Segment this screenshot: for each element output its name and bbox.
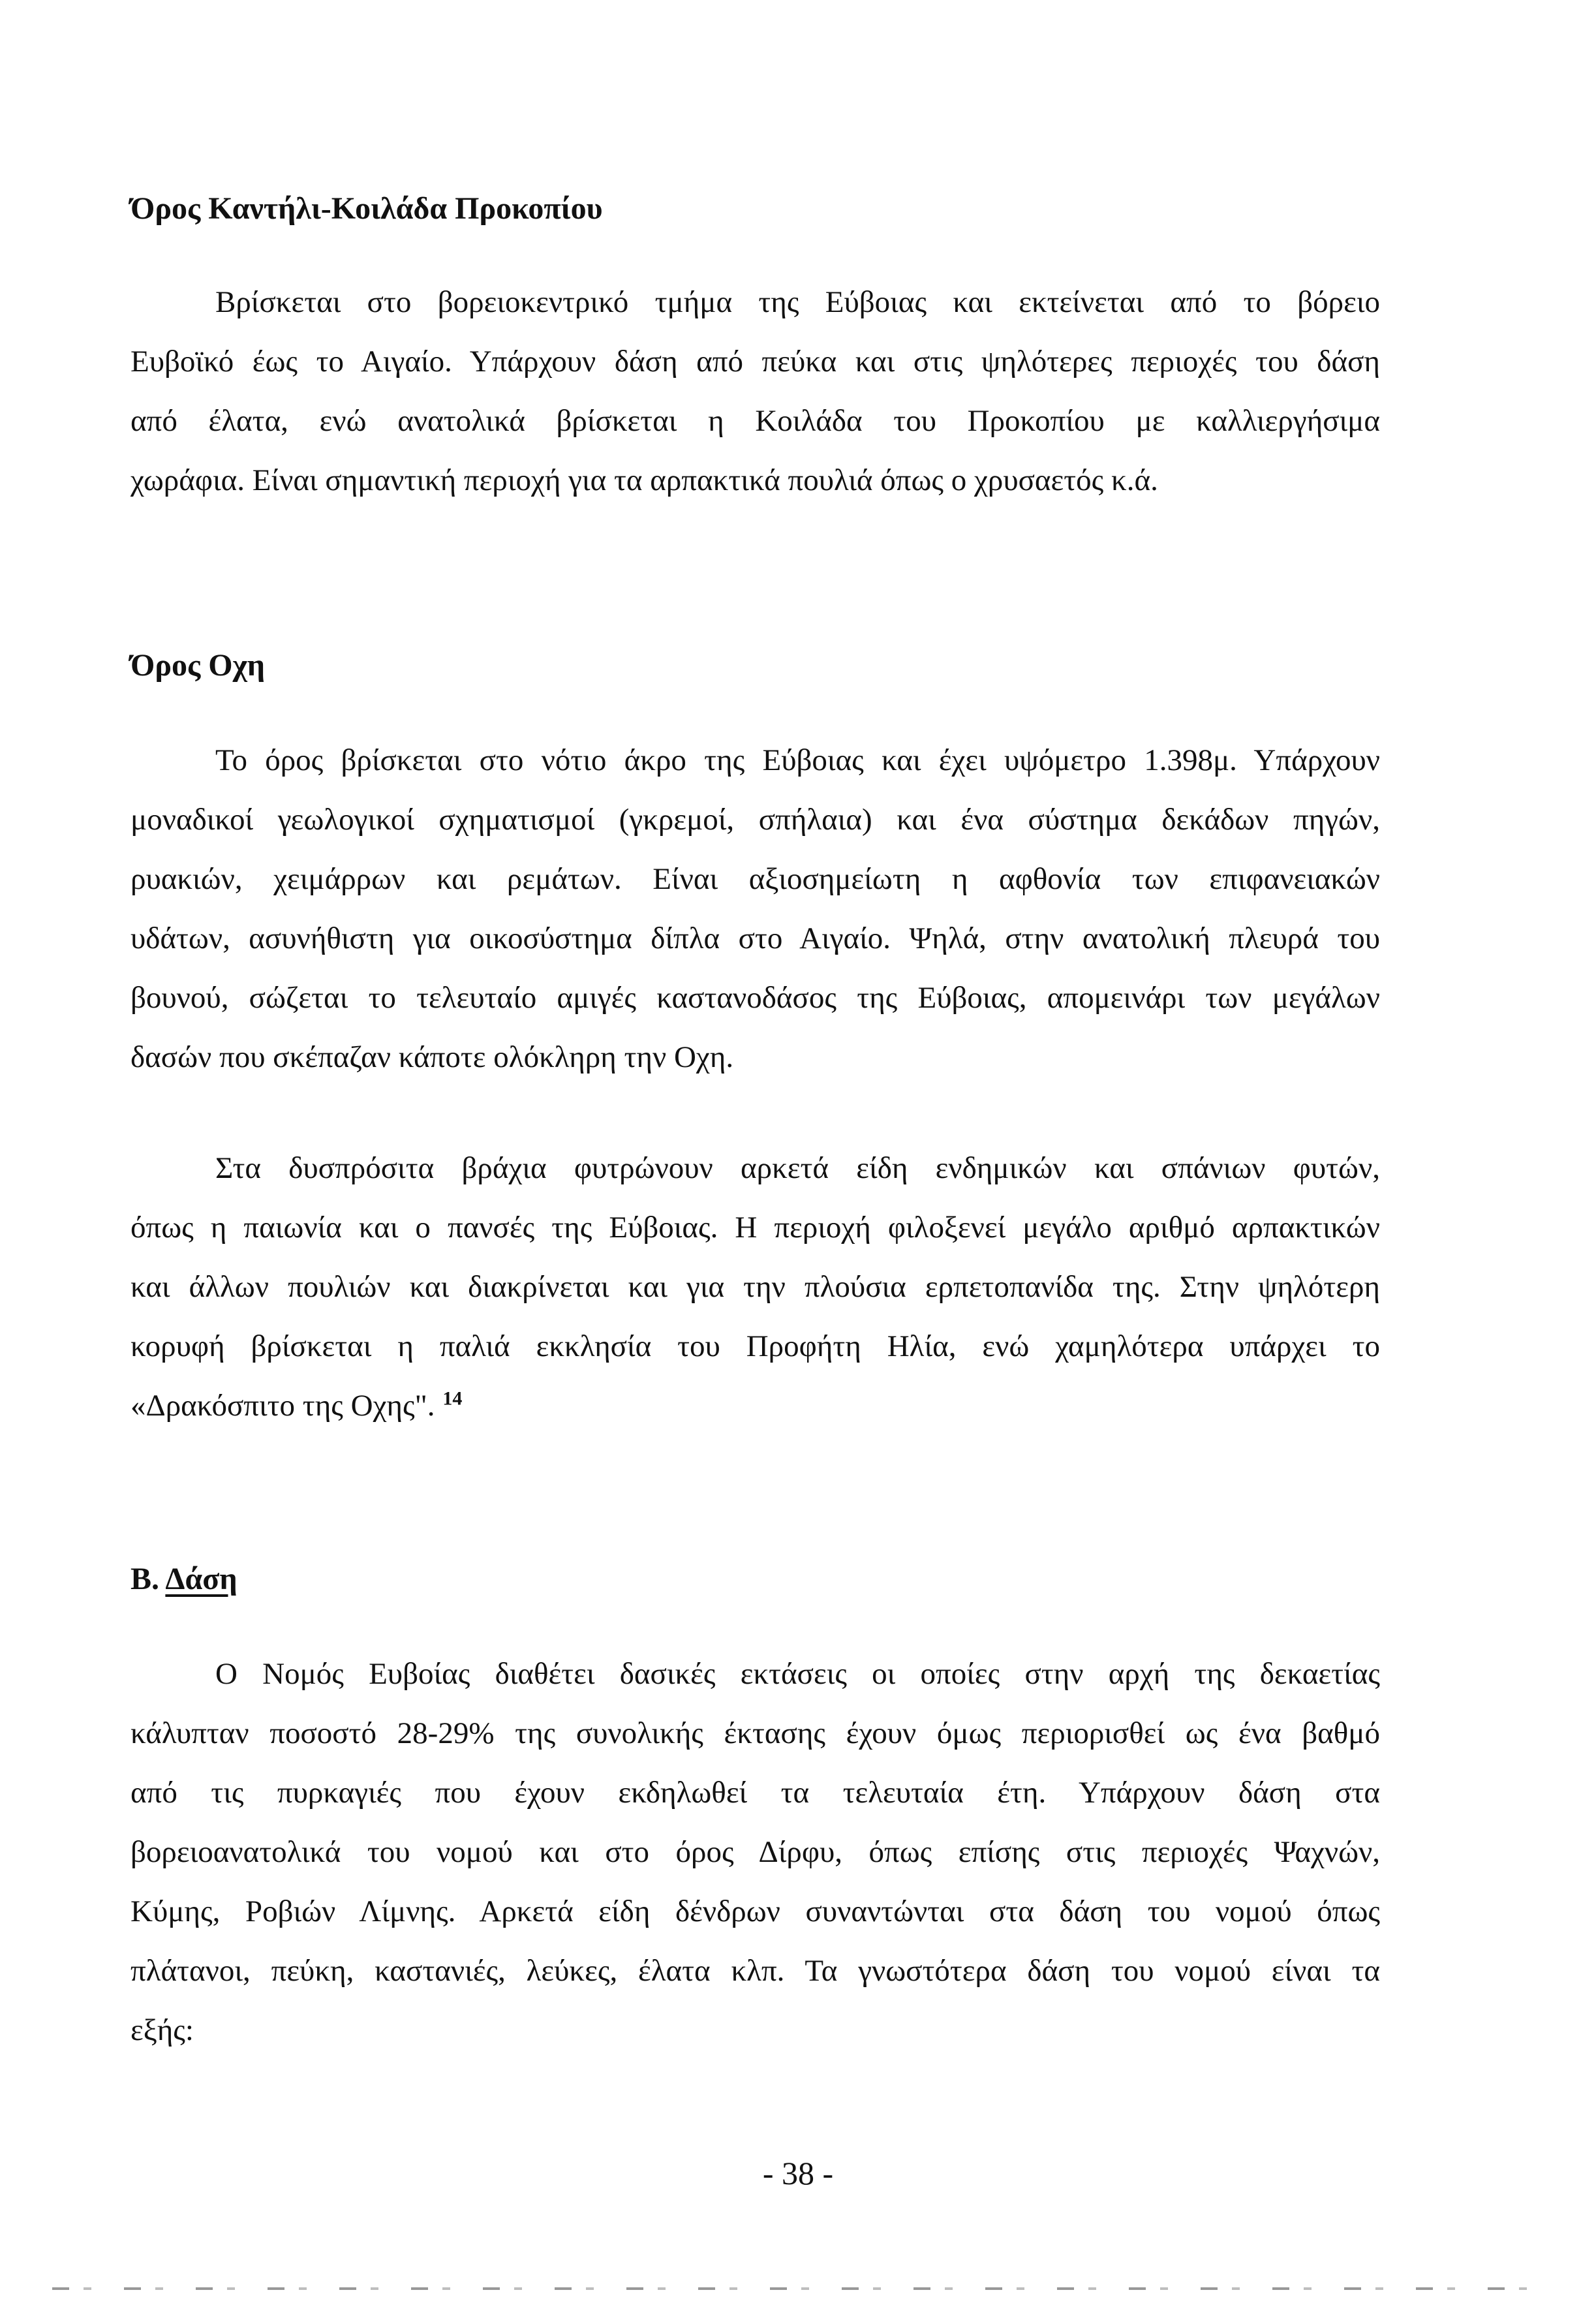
- text-line: βουνού, σώζεται το τελευταίο αμιγές καστανοδάσος της Εύβοιας, απομεινάρι των μεγάλων: [130, 981, 1380, 1015]
- text-line: κάλυπταν ποσοστό 28-29% της συνολικής έκτασης έχουν όμως περιορισθεί ως ένα βαθμό: [130, 1716, 1380, 1750]
- paragraph-kantili: [130, 273, 1380, 510]
- text-line: μοναδικοί γεωλογικοί σχηματισμοί (γκρεμοί, σπήλαια) και ένα σύστημα δεκάδων πηγών,: [130, 803, 1380, 837]
- scan-artifact-line: [52, 2287, 1540, 2290]
- section-number: Β.: [130, 1562, 160, 1596]
- text-line: βορειοανατολικά του νομού και στο όρος Δίρφυ, όπως επίσης στις περιοχές Ψαχνών,: [130, 1835, 1380, 1869]
- text-line: Βρίσκεται στο βορειοκεντρικό τμήμα της Εύβοιας και εκτείνεται από το βόρειο: [215, 285, 1380, 319]
- text-line: δασών που σκέπαζαν κάποτε ολόκληρη την Οχη.: [130, 1040, 734, 1074]
- paragraph-ochi-2: [130, 1139, 1380, 1436]
- paragraph-ochi-1: [130, 731, 1380, 1087]
- text-line: όπως η παιωνία και ο πανσές της Εύβοιας. Η περιοχή φιλοξενεί μεγάλο αριθμό αρπακτικών: [130, 1211, 1380, 1244]
- section-title: Δάση: [165, 1562, 238, 1596]
- section-heading-forests: [130, 1560, 238, 1599]
- text-line: χωράφια. Είναι σημαντική περιοχή για τα αρπακτικά πουλιά όπως ο χρυσαετός κ.ά.: [130, 463, 1158, 497]
- paragraph-forests: [130, 1645, 1380, 2060]
- text-line: Ευβοϊκό έως το Αιγαίο. Υπάρχουν δάση από πεύκα και στις ψηλότερες περιοχές του δάση: [130, 345, 1380, 379]
- text-line: και άλλων πουλιών και διακρίνεται και για την πλούσια ερπετοπανίδα της. Στην ψηλότερη: [130, 1270, 1380, 1304]
- text-line: κορυφή βρίσκεται η παλιά εκκλησία του Προφήτη Ηλία, ενώ χαμηλότερα υπάρχει το: [130, 1329, 1380, 1363]
- text-line: Το όρος βρίσκεται στο νότιο άκρο της Εύβοιας και έχει υψόμετρο 1.398μ. Υπάρχουν: [215, 743, 1380, 777]
- text-line-content: «Δρακόσπιτο της Οχης".: [130, 1389, 435, 1423]
- text-line: ρυακιών, χειμάρρων και ρεμάτων. Είναι αξιοσημείωτη η αφθονία των επιφανειακών: [130, 862, 1380, 896]
- text-line: από έλατα, ενώ ανατολικά βρίσκεται η Κοιλάδα του Προκοπίου με καλλιεργήσιμα: [130, 404, 1380, 438]
- page-number: - 38 -: [762, 2155, 834, 2191]
- section-heading-ochi: Όρος Οχη: [130, 648, 266, 683]
- section-heading-kantili: Όρος Καντήλι-Κοιλάδα Προκοπίου: [130, 191, 603, 226]
- text-line: από τις πυρκαγιές που έχουν εκδηλωθεί τα τελευταία έτη. Υπάρχουν δάση στα: [130, 1776, 1380, 1810]
- text-line: υδάτων, ασυνήθιστη για οικοσύστημα δίπλα στο Αιγαίο. Ψηλά, στην ανατολική πλευρά του: [130, 921, 1380, 955]
- text-line: [130, 1376, 1380, 1436]
- text-line: πλάτανοι, πεύκη, καστανιές, λεύκες, έλατα κλπ. Τα γνωστότερα δάση του νομού είναι τα: [130, 1954, 1380, 1988]
- text-line: Ο Νομός Ευβοίας διαθέτει δασικές εκτάσεις οι οποίες στην αρχή της δεκαετίας: [215, 1657, 1380, 1691]
- text-line: Κύμης, Ροβιών Λίμνης. Αρκετά είδη δένδρων συναντώνται στα δάση του νομού όπως: [130, 1894, 1380, 1928]
- footnote-reference: 14: [442, 1387, 463, 1410]
- text-line: εξής:: [130, 2013, 194, 2047]
- text-line: Στα δυσπρόσιτα βράχια φυτρώνουν αρκετά είδη ενδημικών και σπάνιων φυτών,: [215, 1151, 1380, 1185]
